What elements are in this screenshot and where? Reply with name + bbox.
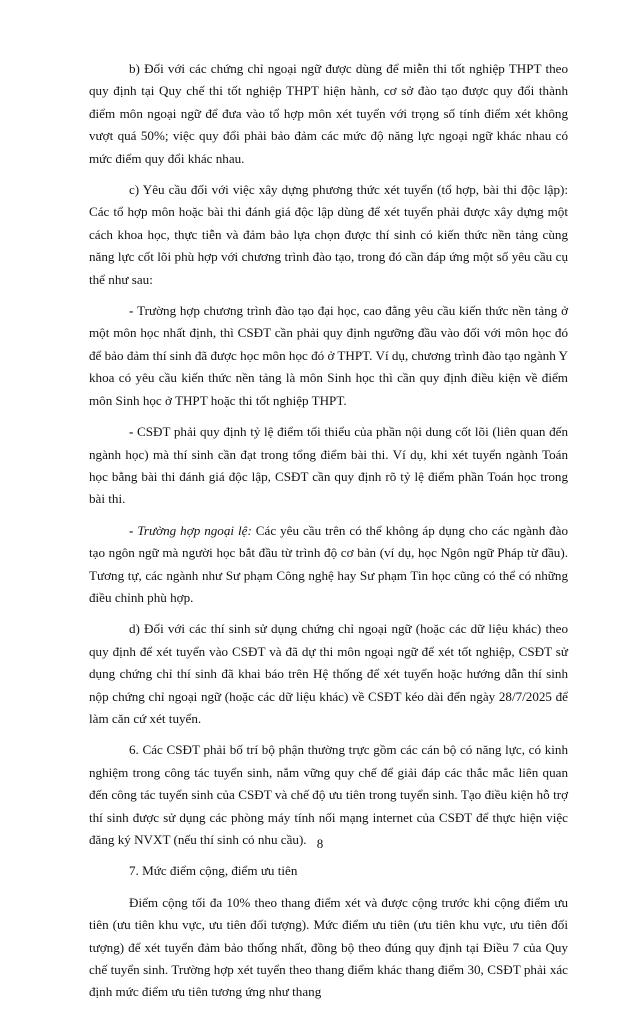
page-number: 8 <box>316 836 324 851</box>
bullet-text: Trường hợp chương trình đào tạo đại học, cao đẳng yêu cầu kiến thức nền tảng ở một môn học nhất định, thì CSĐT cần phải quy định ngưỡng đầu vào đối với môn học đó để bảo đảm thí sinh đã được học môn học đó ở THPT. Ví dụ, chương trình đào tạo ngành Y khoa có yêu cầu kiến thức nền tảng là môn Sinh học thì cần quy định điều kiện về điểm môn Sinh học ở THPT hoặc thi tốt nghiệp THPT. <box>89 303 568 408</box>
page-body <box>89 58 568 1013</box>
paragraph-d: d) Đối với các thí sinh sử dụng chứng chỉ ngoại ngữ (hoặc các dữ liệu khác) theo quy định để xét tuyển vào CSĐT và đã dự thi môn ngoại ngữ để xét tốt nghiệp, CSĐT sử dụng chứng chỉ thí sinh đã khai báo trên Hệ thống để xét tuyển hoặc hướng dẫn thí sinh nộp chứng chỉ ngoại ngữ (hoặc các dữ liệu khác) về CSĐT kéo dài đến ngày 28/7/2025 để làm căn cứ xét tuyển. <box>89 621 568 726</box>
bullet-italic-label: Trường hợp ngoại lệ: <box>137 522 252 538</box>
bullet-text: Các yêu cầu trên có thể không áp dụng cho các ngành đào tạo ngôn ngữ mà người học bắt đầu từ trình độ cơ bản (ví dụ, học Ngôn ngữ Pháp từ đầu). Tương tự, các ngành như Sư phạm Công nghệ hay Sư phạm Tin học cũng có thể có những điều chỉnh phù hợp. <box>89 522 568 605</box>
bullet-dash: - <box>129 522 138 538</box>
section-7-heading: 7. Mức điểm cộng, điểm ưu tiên <box>129 863 298 879</box>
paragraph-b: b) Đối với các chứng chỉ ngoại ngữ được dùng để miễn thi tốt nghiệp THPT theo quy định tại Quy chế thi tốt nghiệp THPT hiện hành, cơ sở đào tạo được quy đổi thành điểm môn ngoại ngữ để đưa vào tổ hợp môn xét tuyển với trọng số tính điểm xét không vượt quá 50%; việc quy đổi phải bảo đảm các mức độ năng lực ngoại ngữ khác nhau có mức điểm quy đổi khác nhau. <box>89 61 568 166</box>
bullet-item-2 <box>89 421 568 511</box>
paragraph-6: 6. Các CSĐT phải bố trí bộ phận thường trực gồm các cán bộ có năng lực, có kinh nghiệm trong công tác tuyển sinh, nắm vững quy chế để giải đáp các thắc mắc liên quan đến công tác tuyển sinh của CSĐT và chế độ ưu tiên trong tuyển sinh. Tạo điều kiện hỗ trợ thí sinh được sử dụng các phòng máy tính nối mạng internet của CSĐT để thực hiện việc đăng ký NVXT (nếu thí sinh có nhu cầu). <box>89 742 568 847</box>
bullet-item-1 <box>89 300 568 412</box>
bullet-text: CSĐT phải quy định tỷ lệ điểm tối thiểu của phần nội dung cốt lõi (liên quan đến ngành học) mà thí sinh cần đạt trong tổng điểm bài thi. Ví dụ, khi xét tuyển ngành Toán học bằng bài thi đánh giá độc lập, CSĐT cần quy định rõ tỷ lệ điểm phần Toán học trong bài thi. <box>89 424 568 507</box>
bullet-dash: - <box>129 424 137 440</box>
bullet-item-3 <box>89 520 568 610</box>
section-7-body: Điểm cộng tối đa 10% theo thang điểm xét và được cộng trước khi cộng điểm ưu tiên (ưu tiên khu vực, ưu tiên đối tượng). Mức điểm ưu tiên (ưu tiên khu vực, ưu tiên đối tượng) để xét tuyển đảm bảo thống nhất, đồng bộ theo đúng quy định tại Điều 7 của Quy chế tuyển sinh. Trường hợp xét tuyển theo thang điểm khác thang điểm 30, CSĐT phải xác định mức điểm ưu tiên tương ứng như thang <box>89 894 568 1000</box>
paragraph-c: c) Yêu cầu đối với việc xây dựng phương thức xét tuyển (tổ hợp, bài thi độc lập): Các tổ hợp môn hoặc bài thi đánh giá độc lập dùng để xét tuyển phải được xây dựng một cách khoa học, thực tiễn và đảm bảo lựa chọn được thí sinh có kiến thức nền tảng cùng năng lực cốt lõi phù hợp với chương trình đào tạo, trong đó cần đáp ứng một số yêu cầu cụ thể như sau: <box>89 182 568 287</box>
bullet-dash: - <box>129 303 138 319</box>
